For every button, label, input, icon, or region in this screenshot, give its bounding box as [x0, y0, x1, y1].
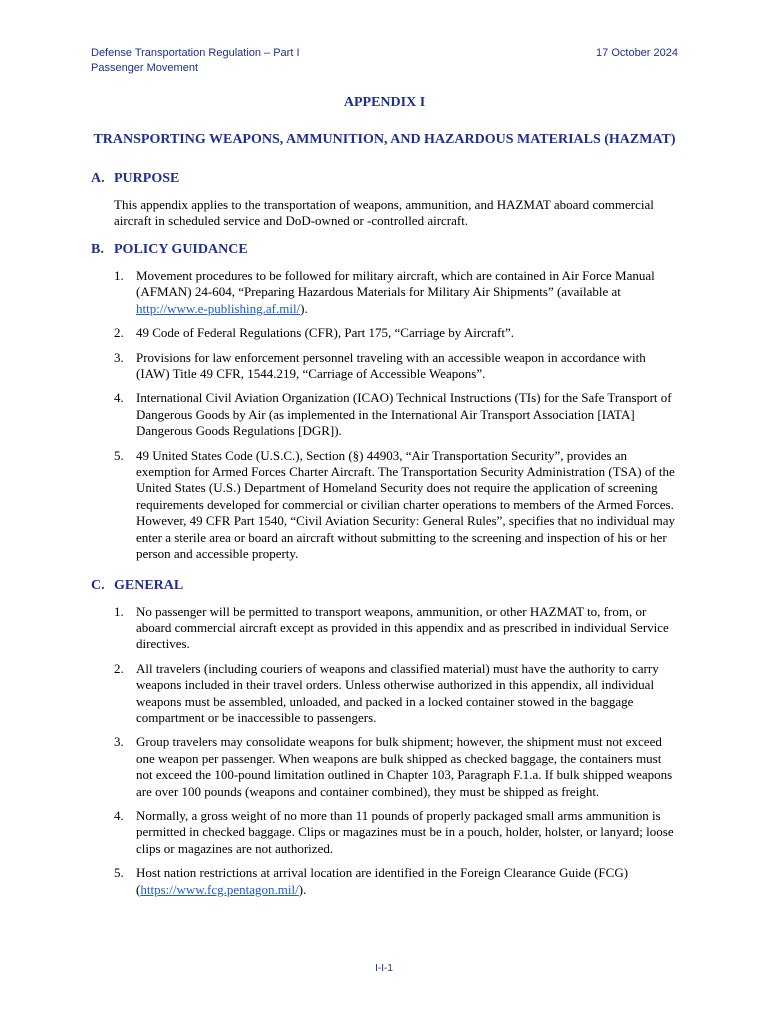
- list-item-text: Group travelers may consolidate weapons for bulk shipment; however, the shipment must not exceed one weapon per passenger. When weapons are bulk shipped as checked baggage, the containers must not exceed the 100-pound limitation outlined in Chapter 103, Paragraph F.1.a. If bulk shipped weapons are over 100 pounds (weapons and container combined), they must be shipped as freight.: [136, 734, 673, 799]
- list-item-number: 2.: [114, 325, 124, 341]
- list-item: [91, 448, 678, 563]
- list-item-text: 49 United States Code (U.S.C.), Section (§) 44903, “Air Transportation Security”, provides an exemption for Armed Forces Charter Aircraft. The Transportation Security Administration (TSA) of the United States (U.S.) Department of Homeland Security does not require the application of screening requirements developed for commercial or civilian charter operations to members of the Armed Forces. However, 49 CFR Part 1540, “Civil Aviation Security: General Rules”, specifies that no individual may enter a sterile area or board an aircraft without submitting to the screening and inspection of his or her person and accessible property.: [136, 447, 676, 562]
- list-item-number: 5.: [114, 865, 124, 881]
- general-list: [91, 604, 678, 899]
- section-c-title: GENERAL: [114, 577, 184, 593]
- list-item: [91, 865, 678, 898]
- list-item: [91, 661, 678, 727]
- list-item: [91, 268, 678, 317]
- list-item-number: 4.: [114, 807, 124, 823]
- section-b-title: POLICY GUIDANCE: [114, 242, 248, 257]
- document-title: TRANSPORTING WEAPONS, AMMUNITION, AND HAZARDOUS MATERIALS (HAZMAT): [93, 132, 676, 147]
- list-item-number: 3.: [114, 349, 124, 365]
- list-item-number: 1.: [114, 268, 124, 283]
- afman-publishing-link[interactable]: http://www.e-publishing.af.mil/: [136, 300, 301, 316]
- header-regulation-title: Defense Transportation Regulation – Part I: [91, 47, 300, 59]
- section-a-letter: A.: [91, 171, 105, 186]
- list-item-text: All travelers (including couriers of weapons and classified material) must have the authority to carry weapons included in their travel orders. Unless otherwise authorized in this appendix, all individual weapons must be assembled, unloaded, and packed in a locked container stowed in the baggage compartment or be inaccessible to passengers.: [136, 660, 659, 725]
- list-item-number: 2.: [114, 660, 124, 676]
- section-a-text: This appendix applies to the transportation of weapons, ammunition, and HAZMAT aboard commercial aircraft in scheduled service and DoD-owned or -controlled aircraft.: [114, 197, 654, 228]
- section-b-letter: B.: [91, 242, 104, 257]
- list-item-text: 49 Code of Federal Regulations (CFR), Part 175, “Carriage by Aircraft”.: [136, 325, 514, 341]
- list-item-number: 4.: [114, 390, 124, 406]
- page-number: I-I-1: [375, 963, 393, 974]
- list-item-text: No passenger will be permitted to transport weapons, ammunition, or other HAZMAT to, from, or aboard commercial aircraft except as provided in this appendix and as prescribed in individual Service directives.: [136, 603, 669, 652]
- list-item-text: Host nation restrictions at arrival location are identified in the Foreign Clearance Guide (FCG) (https://www.fcg.pentagon.mil/).: [136, 865, 629, 897]
- list-item: [91, 325, 678, 341]
- list-item-text: Normally, a gross weight of no more than 11 pounds of properly packaged small arms ammunition is permitted in checked baggage. Clips or magazines must be in a pouch, holder, holster, or lanyard; loose clips or magazines are not authorized.: [136, 807, 674, 856]
- list-item-text: Movement procedures to be followed for military aircraft, which are contained in Air Force Manual (AFMAN) 24-604, “Preparing Hazardous Materials for Military Air Shipments” (available at http://www.e-publishing.af.mil/).: [136, 268, 655, 316]
- section-c-heading: [91, 577, 678, 594]
- list-item: [91, 390, 678, 439]
- running-header: [91, 46, 300, 76]
- policy-guidance-list: [91, 268, 678, 563]
- header-part-title: Passenger Movement: [91, 62, 198, 74]
- list-item: [91, 808, 678, 857]
- list-item-number: 5.: [114, 447, 124, 463]
- section-a-heading: [91, 170, 678, 187]
- header-date: 17 October 2024: [596, 47, 678, 59]
- appendix-label: APPENDIX I: [343, 95, 426, 110]
- list-item: [91, 604, 678, 653]
- section-c-letter: C.: [91, 577, 105, 593]
- section-a-title: PURPOSE: [114, 171, 180, 186]
- document-body: [91, 94, 678, 912]
- list-item-number: 1.: [114, 603, 124, 619]
- section-b-heading: [91, 241, 678, 258]
- list-item: [91, 350, 678, 383]
- list-item-number: 3.: [114, 734, 124, 750]
- fcg-link[interactable]: https://www.fcg.pentagon.mil/: [140, 881, 299, 897]
- list-item-text: Provisions for law enforcement personnel traveling with an accessible weapon in accordance with (IAW) Title 49 CFR, 1544.219, “Carriage of Accessible Weapons”.: [136, 349, 646, 382]
- list-item-text: International Civil Aviation Organization (ICAO) Technical Instructions (TIs) for the Safe Transport of Dangerous Goods by Air (as implemented in the International Air Transport Association [IATA] Dangerous Goods Regulations [DGR]).: [136, 390, 672, 439]
- list-item: [91, 734, 678, 800]
